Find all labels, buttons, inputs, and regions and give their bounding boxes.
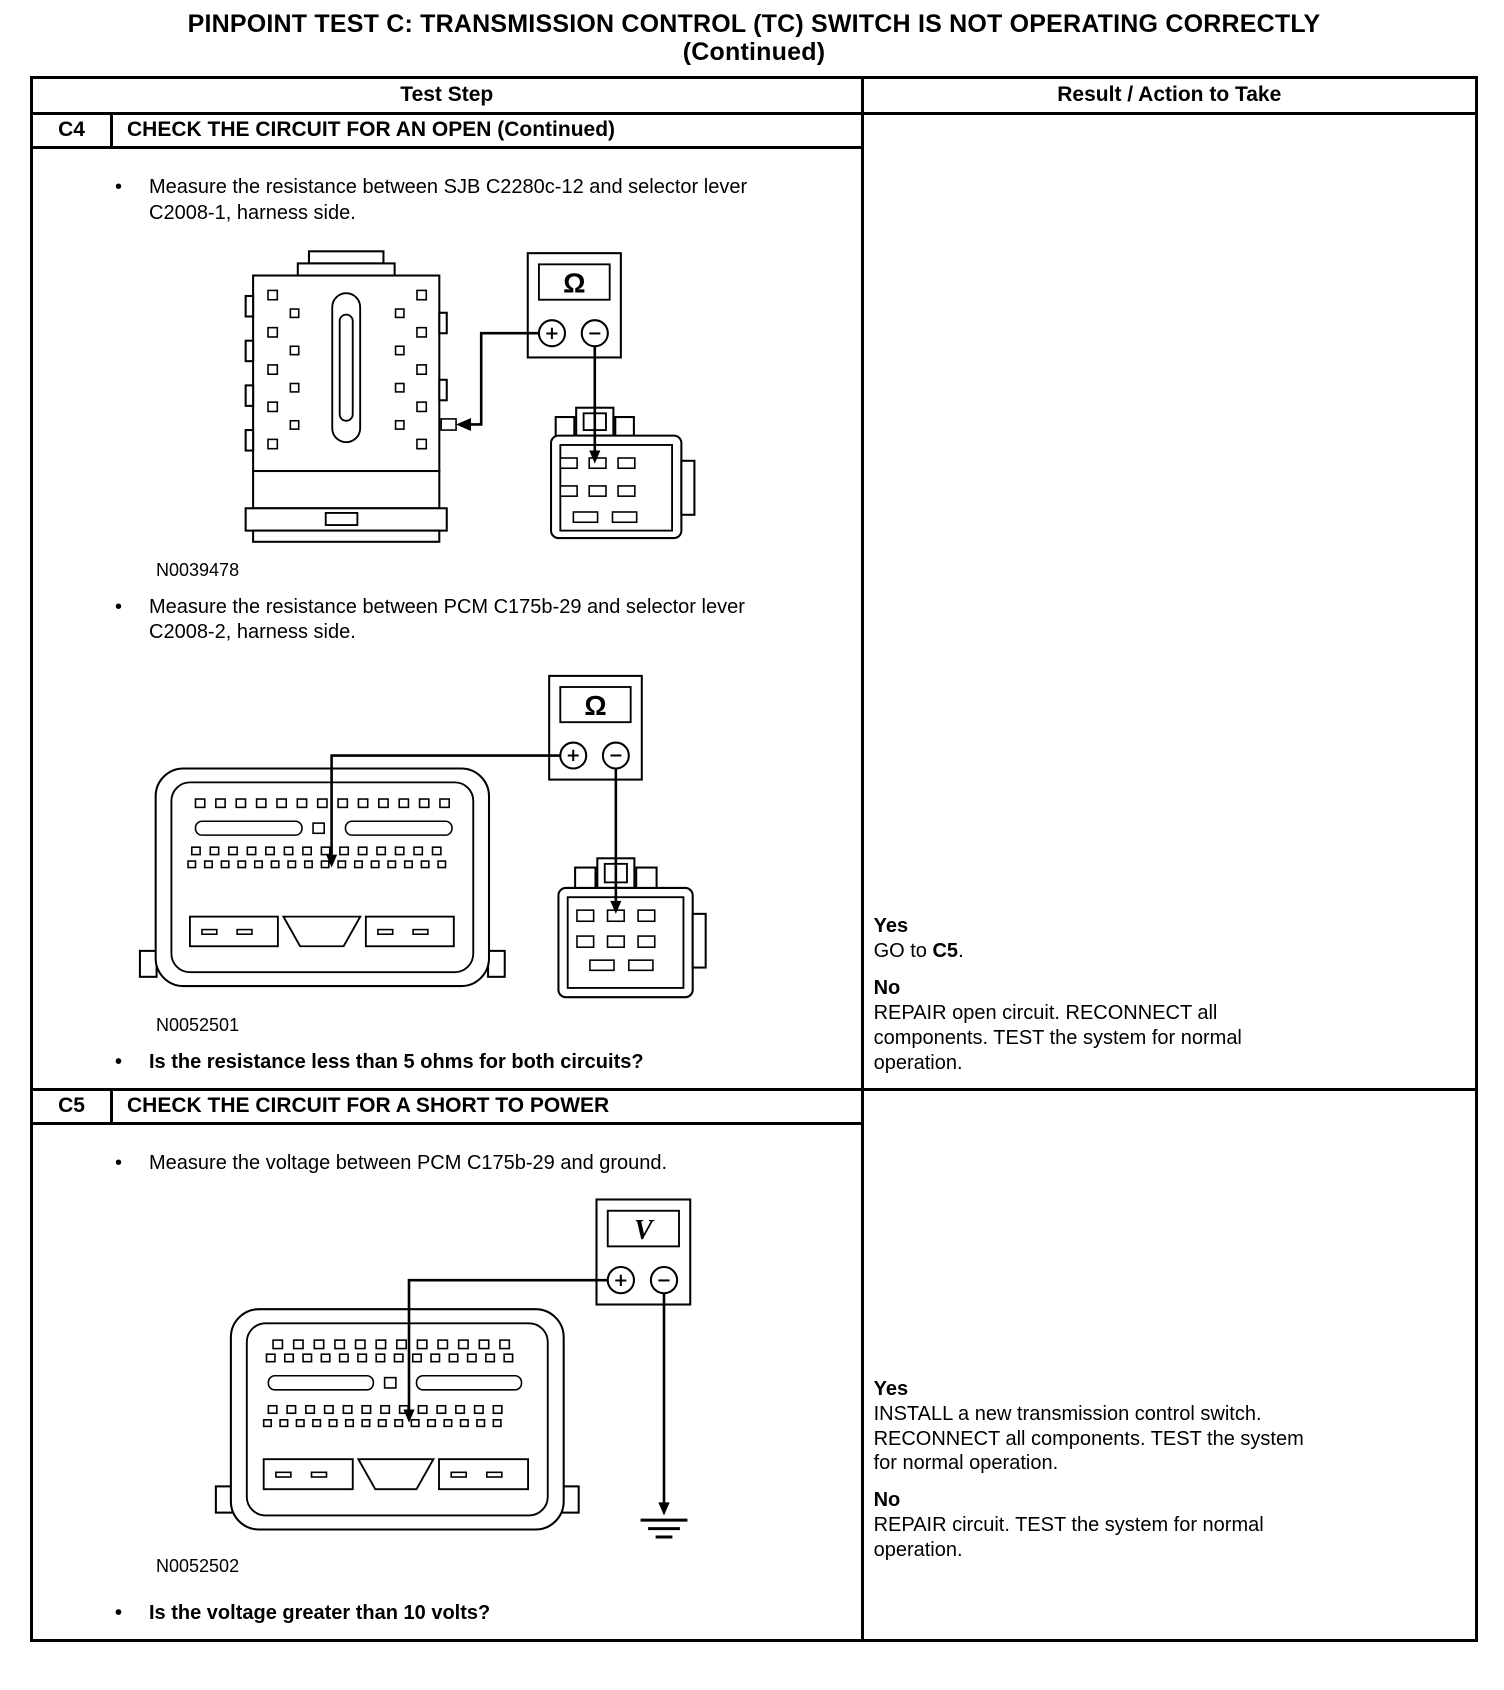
- minus-sign: −: [587, 324, 603, 345]
- bullet-icon: [115, 1601, 149, 1627]
- test-step-row-c4: [33, 115, 1475, 1088]
- step-header-c5: [33, 1091, 861, 1125]
- column-header-result: Result / Action to Take: [1057, 83, 1282, 106]
- plus-sign: +: [544, 324, 560, 345]
- test-step-cell-c5: [33, 1091, 864, 1639]
- instruction-line: [115, 1151, 853, 1177]
- figure-id-label: N0039478: [156, 559, 240, 580]
- step-id-c5: C5: [33, 1091, 113, 1122]
- result-no-action: REPAIR open circuit. RECONNECT all components. TEST the system for normal operation.: [873, 1002, 1242, 1074]
- result-cell-c5: [864, 1091, 1475, 1639]
- test-step-cell-c4: [33, 115, 864, 1088]
- probe-arrow-icon: [658, 1503, 669, 1516]
- question-text: Is the voltage greater than 10 volts?: [149, 1602, 491, 1625]
- table-header-row: [33, 79, 1475, 115]
- instruction-text: Measure the resistance between SJB C2280c-12 and selector lever C2008-1, harness side.: [149, 176, 748, 224]
- pcm-connector-drawing: [216, 1309, 579, 1529]
- plus-sign: +: [613, 1270, 629, 1291]
- volt-symbol: V: [634, 1215, 653, 1247]
- result-yes-label: Yes: [873, 1377, 909, 1400]
- result-yes-action: [874, 939, 1326, 964]
- figure-id-label: N0052501: [156, 1015, 240, 1036]
- instruction-line: [115, 175, 853, 226]
- bullet-icon: [115, 1151, 149, 1177]
- instruction-text: Measure the voltage between PCM C175b-29 and ground.: [149, 1151, 668, 1174]
- action-text: .: [958, 940, 964, 963]
- minus-sign: −: [656, 1270, 672, 1291]
- ground-symbol-icon: [641, 1520, 688, 1537]
- sjb-connector-drawing: [246, 251, 456, 541]
- action-link-step: C5: [932, 940, 959, 963]
- step-id-c4: C4: [33, 115, 113, 146]
- result-no-label: No: [873, 977, 901, 1000]
- instruction-text: Measure the resistance between PCM C175b-29 and selector lever C2008-2, harness side.: [149, 595, 745, 644]
- result-cell-c4: [864, 115, 1475, 1088]
- result-no-label: No: [873, 1489, 901, 1512]
- question-line: [115, 1050, 853, 1076]
- figure-id-label: N0052502: [156, 1556, 240, 1577]
- figure-n0052501: [43, 662, 853, 1036]
- plus-sign: +: [565, 746, 581, 767]
- wiring-check-diagram: [114, 662, 714, 1012]
- step-title-c5: CHECK THE CIRCUIT FOR A SHORT TO POWER: [127, 1093, 610, 1117]
- selector-lever-connector-drawing: [551, 408, 694, 538]
- test-step-row-c5: [33, 1088, 1475, 1639]
- page-title-line2: (Continued): [682, 38, 826, 66]
- figure-n0052502: [43, 1192, 853, 1577]
- question-line: [115, 1601, 853, 1627]
- selector-lever-connector-drawing: [558, 858, 705, 997]
- step-body-c5: [33, 1125, 861, 1639]
- figure-n0039478: [43, 242, 853, 581]
- bullet-icon: [115, 1050, 149, 1076]
- result-yes-label: Yes: [873, 915, 909, 938]
- step-header-c4: [33, 115, 861, 149]
- action-text: GO to: [873, 940, 933, 963]
- question-text: Is the resistance less than 5 ohms for both circuits?: [149, 1051, 644, 1074]
- minus-sign: −: [608, 746, 624, 767]
- page-title: [30, 10, 1478, 66]
- pcm-connector-drawing: [140, 769, 505, 987]
- pinpoint-test-table: [30, 76, 1478, 1642]
- page-title-line1: PINPOINT TEST C: TRANSMISSION CONTROL (TC) SWITCH IS NOT OPERATING CORRECTLY: [187, 10, 1321, 38]
- wiring-check-diagram: [160, 242, 700, 557]
- bullet-icon: [115, 595, 149, 646]
- result-no-action: REPAIR circuit. TEST the system for normal operation.: [873, 1514, 1264, 1561]
- ohm-symbol: Ω: [584, 689, 607, 721]
- instruction-line: [115, 595, 853, 646]
- result-yes-action: INSTALL a new transmission control switch. RECONNECT all components. TEST the system for normal operation.: [873, 1402, 1304, 1475]
- column-header-test-step: Test Step: [33, 79, 864, 112]
- bullet-icon: [115, 175, 149, 226]
- probe-arrow-icon: [456, 418, 471, 431]
- voltage-check-diagram: [184, 1192, 784, 1553]
- step-title-c4: CHECK THE CIRCUIT FOR AN OPEN (Continued): [127, 118, 616, 141]
- step-body-c4: [33, 149, 861, 1088]
- ohm-symbol: Ω: [563, 267, 586, 299]
